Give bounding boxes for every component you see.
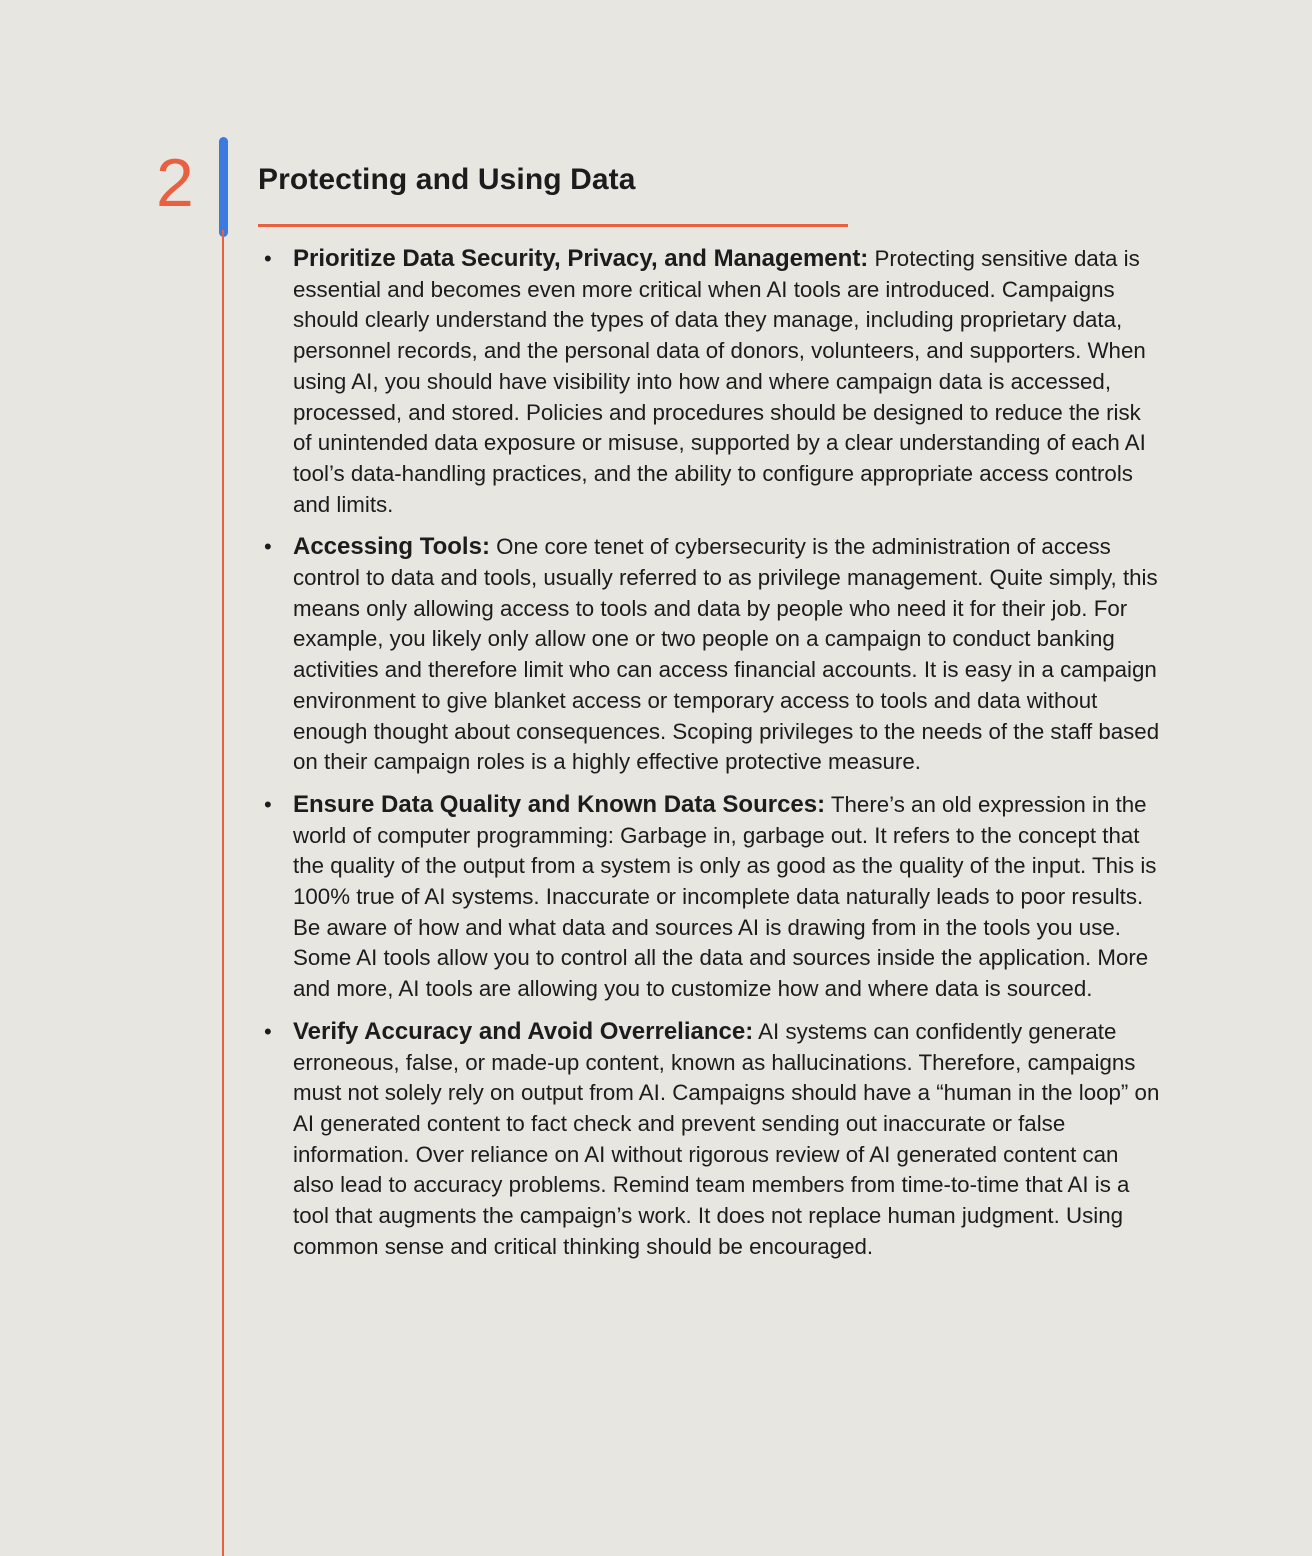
- bullet-lead: Verify Accuracy and Avoid Overreliance:: [293, 1017, 754, 1045]
- bullet-dot-icon: •: [264, 246, 272, 271]
- section-accent-bar: [219, 137, 228, 237]
- bullet-text: There’s an old expression in the world of computer programming: Garbage in, garbage out. It refers to the concept that the quality of the output from a system is only as good as the quality of the input. This is 100% true of AI systems. Inaccurate or incomplete data naturally leads to poor results. Be aware of how and what data and sources AI is drawing from in the tools you use. Some AI tools allow you to control all the data and sources inside the application. More and more, AI tools are allowing you to customize how and where data is sourced.: [293, 791, 1157, 1002]
- list-item: [262, 790, 1162, 1005]
- bullet-text: AI systems can confidently generate erroneous, false, or made-up content, known as hallucinations. Therefore, campaigns must not solely rely on output from AI. Campaigns should have a “human in the loop” on AI generated content to fact check and prevent sending out inaccurate or false information. Over reliance on AI without rigorous review of AI generated content can also lead to accuracy problems. Remind team members from time-to-time that AI is a tool that augments the campaign’s work. It does not replace human judgment. Using common sense and critical thinking should be encouraged.: [293, 1018, 1160, 1259]
- bullet-lead: Ensure Data Quality and Known Data Sources:: [293, 790, 826, 818]
- bullet-text: Protecting sensitive data is essential and becomes even more critical when AI tools are introduced. Campaigns should clearly understand the types of data they manage, including proprietary data, personnel records, and the personal data of donors, volunteers, and supporters. When using AI, you should have visibility into how and where campaign data is accessed, processed, and stored. Policies and procedures should be designed to reduce the risk of unintended data exposure or misuse, supported by a clear understanding of each AI tool’s data-handling practices, and the ability to configure appropriate access controls and limits.: [293, 246, 1146, 517]
- title-underline: [258, 224, 848, 227]
- bullet-dot-icon: •: [264, 791, 272, 817]
- bullet-lead: Accessing Tools:: [293, 533, 490, 561]
- bullet-list: [262, 244, 1162, 1275]
- section-number: 2: [156, 145, 194, 221]
- list-item: [262, 1017, 1162, 1263]
- list-item: [262, 244, 1162, 520]
- section-vertical-rule: [222, 230, 224, 1556]
- list-item: [262, 532, 1162, 778]
- bullet-dot-icon: •: [264, 534, 272, 560]
- bullet-text: One core tenet of cybersecurity is the administration of access control to data and tools, usually referred to as privilege management. Quite simply, this means only allowing access to tools and data by people who need it for their job. For example, you likely only allow one or two people on a campaign to conduct banking activities and therefore limit who can access financial accounts. It is easy in a campaign environment to give blanket access or temporary access to tools and data without enough thought about consequences. Scoping privileges to the needs of the staff based on their campaign roles is a highly effective protective measure.: [293, 534, 1160, 775]
- bullet-lead: Prioritize Data Security, Privacy, and Management:: [293, 245, 869, 272]
- section-title: Protecting and Using Data: [258, 163, 636, 196]
- bullet-dot-icon: •: [264, 1018, 272, 1044]
